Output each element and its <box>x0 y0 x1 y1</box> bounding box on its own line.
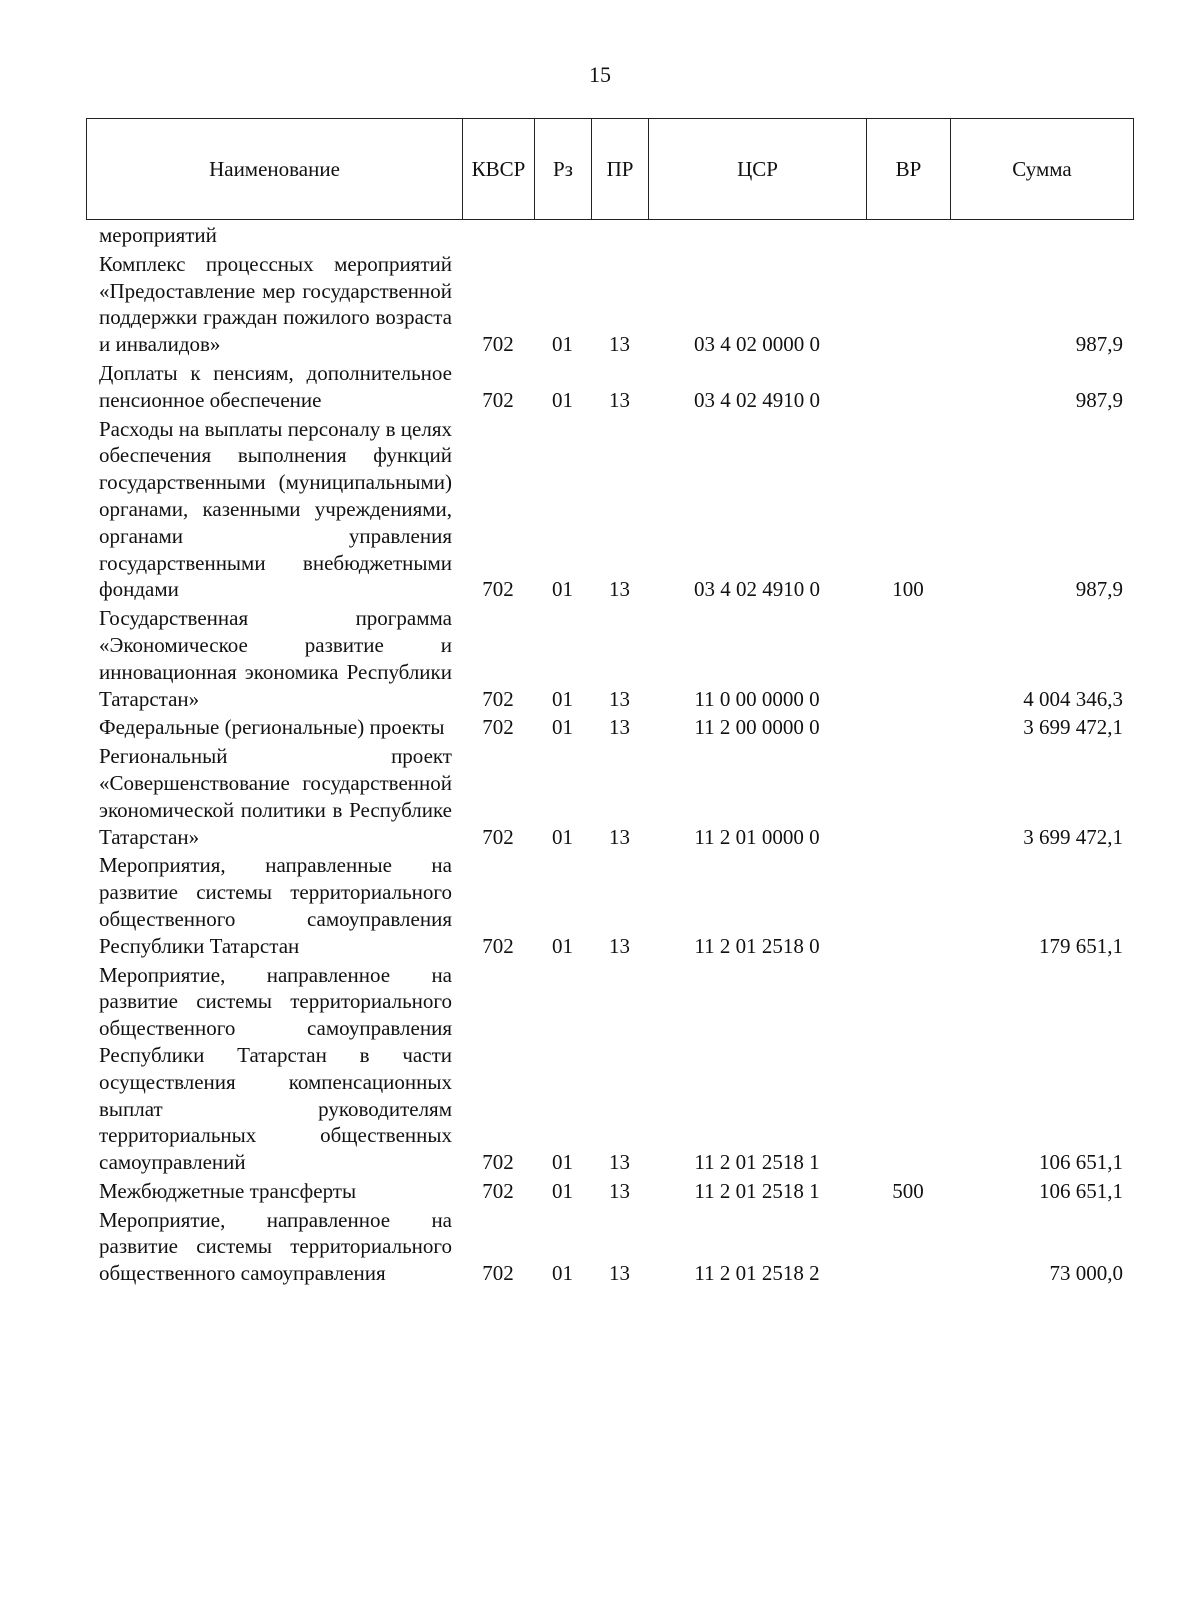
row-kvsr: 702 <box>482 332 514 357</box>
row-csr: 03 4 02 4910 0 <box>694 387 820 412</box>
row-csr: 11 2 01 2518 0 <box>694 933 820 958</box>
header-kvsr: КВСР <box>463 119 535 220</box>
row-name: Мероприятия, направленные на развитие системы территориального общественного самоуправления Республики Татарстан <box>99 853 452 958</box>
page-number: 15 <box>589 62 611 87</box>
row-name: Государственная программа «Экономическое развитие и инновационная экономика Республики Татарстан» <box>99 606 452 711</box>
row-sum: 3 699 472,1 <box>1023 715 1123 740</box>
header-rz: Рз <box>535 119 592 220</box>
row-sum: 4 004 346,3 <box>1023 686 1123 711</box>
row-sum: 987,9 <box>1075 577 1123 602</box>
row-kvsr: 702 <box>482 715 514 740</box>
row-sum: 73 000,0 <box>1049 1261 1123 1286</box>
row-rz: 01 <box>552 1261 573 1286</box>
row-rz: 01 <box>552 1150 573 1175</box>
row-name: Мероприятие, направленное на развитие системы территориального общественного самоуправления <box>99 1207 452 1286</box>
table-row <box>86 1207 1133 1287</box>
row-pr: 13 <box>609 1150 630 1175</box>
row-rz: 01 <box>552 933 573 958</box>
row-sum: 179 651,1 <box>1039 933 1123 958</box>
row-name: Федеральные (региональные) проекты <box>99 715 445 740</box>
row-kvsr: 702 <box>482 387 514 412</box>
row-kvsr: 702 <box>482 1150 514 1175</box>
row-name: Расходы на выплаты персоналу в целях обеспечения выполнения функций государственными (муниципальными) органами, казенными учреждениями, органами управления государственными внебюджетными фондами <box>99 416 452 602</box>
table-row <box>86 743 1133 850</box>
row-kvsr: 702 <box>482 1261 514 1286</box>
row-vr: 500 <box>892 1178 924 1203</box>
row-csr: 11 2 01 0000 0 <box>694 824 820 849</box>
table-row <box>86 251 1133 358</box>
row-csr: 11 2 01 2518 1 <box>694 1178 820 1203</box>
table-row <box>86 962 1133 1176</box>
row-name: Доплаты к пенсиям, дополнительное пенсионное обеспечение <box>99 360 452 412</box>
row-sum: 3 699 472,1 <box>1023 824 1123 849</box>
row-pr: 13 <box>609 1178 630 1203</box>
row-sum: 987,9 <box>1075 332 1123 357</box>
row-name: мероприятий <box>99 223 217 247</box>
row-kvsr: 702 <box>482 824 514 849</box>
row-pr: 13 <box>609 824 630 849</box>
row-pr: 13 <box>609 387 630 412</box>
row-pr: 13 <box>609 1261 630 1286</box>
table-row <box>86 416 1133 604</box>
row-rz: 01 <box>552 1178 573 1203</box>
row-rz: 01 <box>552 686 573 711</box>
row-name: Мероприятие, направленное на развитие системы территориального общественного самоуправления Республики Татарстан в части осуществления компенсационных выплат руководителям территориальных общественных самоуправлений <box>99 962 452 1175</box>
row-name: Региональный проект «Совершенствование государственной экономической политики в Республике Татарстан» <box>99 744 452 849</box>
row-csr: 03 4 02 0000 0 <box>694 332 820 357</box>
row-pr: 13 <box>609 332 630 357</box>
row-name: Межбюджетные трансферты <box>99 1178 357 1203</box>
row-csr: 03 4 02 4910 0 <box>694 577 820 602</box>
row-rz: 01 <box>552 332 573 357</box>
table-row <box>86 360 1133 414</box>
header-pr: ПР <box>592 119 649 220</box>
row-pr: 13 <box>609 686 630 711</box>
row-csr: 11 0 00 0000 0 <box>694 686 820 711</box>
row-rz: 01 <box>552 577 573 602</box>
header-vr: ВР <box>867 119 951 220</box>
row-csr: 11 2 01 2518 1 <box>694 1150 820 1175</box>
header-sum: Сумма <box>951 119 1134 220</box>
table-row <box>86 1178 1133 1205</box>
table-header <box>86 118 1134 220</box>
row-kvsr: 702 <box>482 577 514 602</box>
row-pr: 13 <box>609 715 630 740</box>
row-csr: 11 2 00 0000 0 <box>694 715 820 740</box>
header-csr: ЦСР <box>649 119 867 220</box>
row-rz: 01 <box>552 715 573 740</box>
row-sum: 106 651,1 <box>1039 1178 1123 1203</box>
row-rz: 01 <box>552 824 573 849</box>
table-row <box>86 605 1133 712</box>
row-name: Комплекс процессных мероприятий «Предоставление мер государственной поддержки граждан пожилого возраста и инвалидов» <box>99 251 452 357</box>
row-kvsr: 702 <box>482 686 514 711</box>
header-name: Наименование <box>87 119 463 220</box>
row-rz: 01 <box>552 387 573 412</box>
row-csr: 11 2 01 2518 2 <box>694 1261 820 1286</box>
table-body <box>86 222 1133 1287</box>
table-row <box>86 222 1133 249</box>
row-kvsr: 702 <box>482 933 514 958</box>
row-sum: 987,9 <box>1075 387 1123 412</box>
row-kvsr: 702 <box>482 1178 514 1203</box>
row-pr: 13 <box>609 577 630 602</box>
row-sum: 106 651,1 <box>1039 1150 1123 1175</box>
row-pr: 13 <box>609 933 630 958</box>
table-row <box>86 852 1133 959</box>
table-row <box>86 714 1133 741</box>
row-vr: 100 <box>892 577 924 602</box>
